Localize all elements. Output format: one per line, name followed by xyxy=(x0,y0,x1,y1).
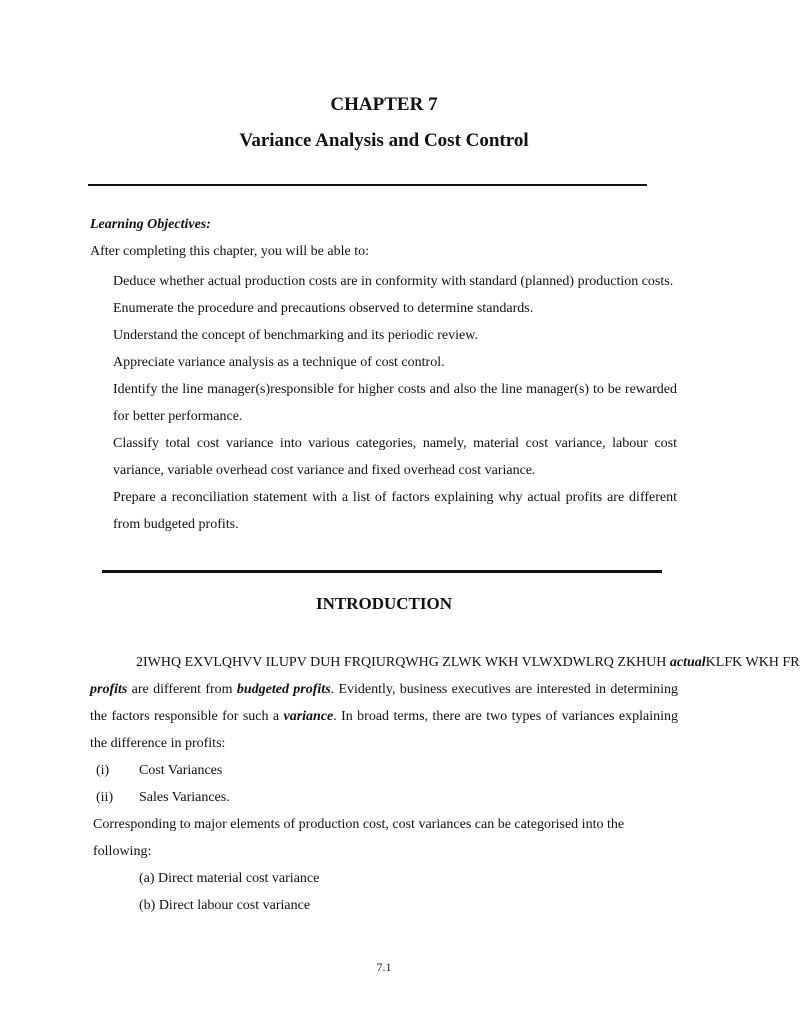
page-number: 7.1 xyxy=(376,960,392,974)
bottom-divider xyxy=(102,570,662,573)
objective-item: Prepare a reconciliation statement with a list of factors explaining why actual profits are different from budgeted profits. xyxy=(113,490,677,532)
list-item xyxy=(90,784,678,811)
list-number: (i) xyxy=(96,763,110,778)
top-divider xyxy=(88,184,647,186)
list-number: (ii) xyxy=(96,790,114,805)
text-segment: . Evidently, business executives are interested in determining the factors responsible for such a xyxy=(90,682,678,724)
variance-types-list xyxy=(90,757,678,811)
learning-objectives-list xyxy=(113,268,677,538)
chapter-title: Variance Analysis and Cost Control xyxy=(239,130,529,151)
list-label: Cost Variances xyxy=(139,763,223,778)
text-segment: are different from xyxy=(127,682,237,697)
term-variance: variance xyxy=(283,709,334,724)
objective-item: Classify total cost variance into various categories, namely, material cost variance, labour cost variance, variable overhead cost variance and fixed overhead cost variance. xyxy=(113,436,677,478)
term-budgeted-profits: budgeted profits xyxy=(236,682,331,697)
garbled-tail: KLFK WKH FR xyxy=(705,655,800,670)
introduction-heading: INTRODUCTION xyxy=(315,594,453,613)
cost-variance-paragraph: Corresponding to major elements of production cost, cost variances can be categorised into the following: xyxy=(93,817,625,859)
objective-item: Appreciate variance analysis as a technique of cost control. xyxy=(113,355,445,370)
objective-item: Understand the concept of benchmarking and its periodic review. xyxy=(113,328,478,343)
term-actual: actual xyxy=(669,655,706,670)
objective-item: Deduce whether actual production costs are in conformity with standard (planned) production costs. xyxy=(113,274,674,289)
list-item: (a) Direct material cost variance xyxy=(139,871,320,886)
list-item xyxy=(90,757,678,784)
learning-objectives-intro: After completing this chapter, you will be able to: xyxy=(90,244,369,259)
garbled-text: 2IWHQ EXVLQHVV ILUPV DUH FRQIURQWHG ZLWK WKH VLWXDWLRQ ZKHUH xyxy=(136,655,667,670)
objective-item: Enumerate the procedure and precautions observed to determine standards. xyxy=(113,301,534,316)
text-segment: . In broad terms, there are two types of variances explaining the difference in profits: xyxy=(90,709,678,751)
term-profits: profits xyxy=(90,682,128,697)
learning-objectives-heading: Learning Objectives: xyxy=(90,217,211,232)
introduction-paragraph xyxy=(90,649,800,757)
garbled-first-line xyxy=(90,649,800,676)
introduction-body xyxy=(90,676,678,757)
list-label: Sales Variances. xyxy=(139,790,230,805)
cost-variance-sublist xyxy=(139,865,319,919)
list-item: (b) Direct labour cost variance xyxy=(139,898,311,913)
objective-item: Identify the line manager(s)responsible for higher costs and also the line manager(s) to be rewarded for better performance. xyxy=(113,382,677,424)
chapter-number: CHAPTER 7 xyxy=(330,94,438,115)
